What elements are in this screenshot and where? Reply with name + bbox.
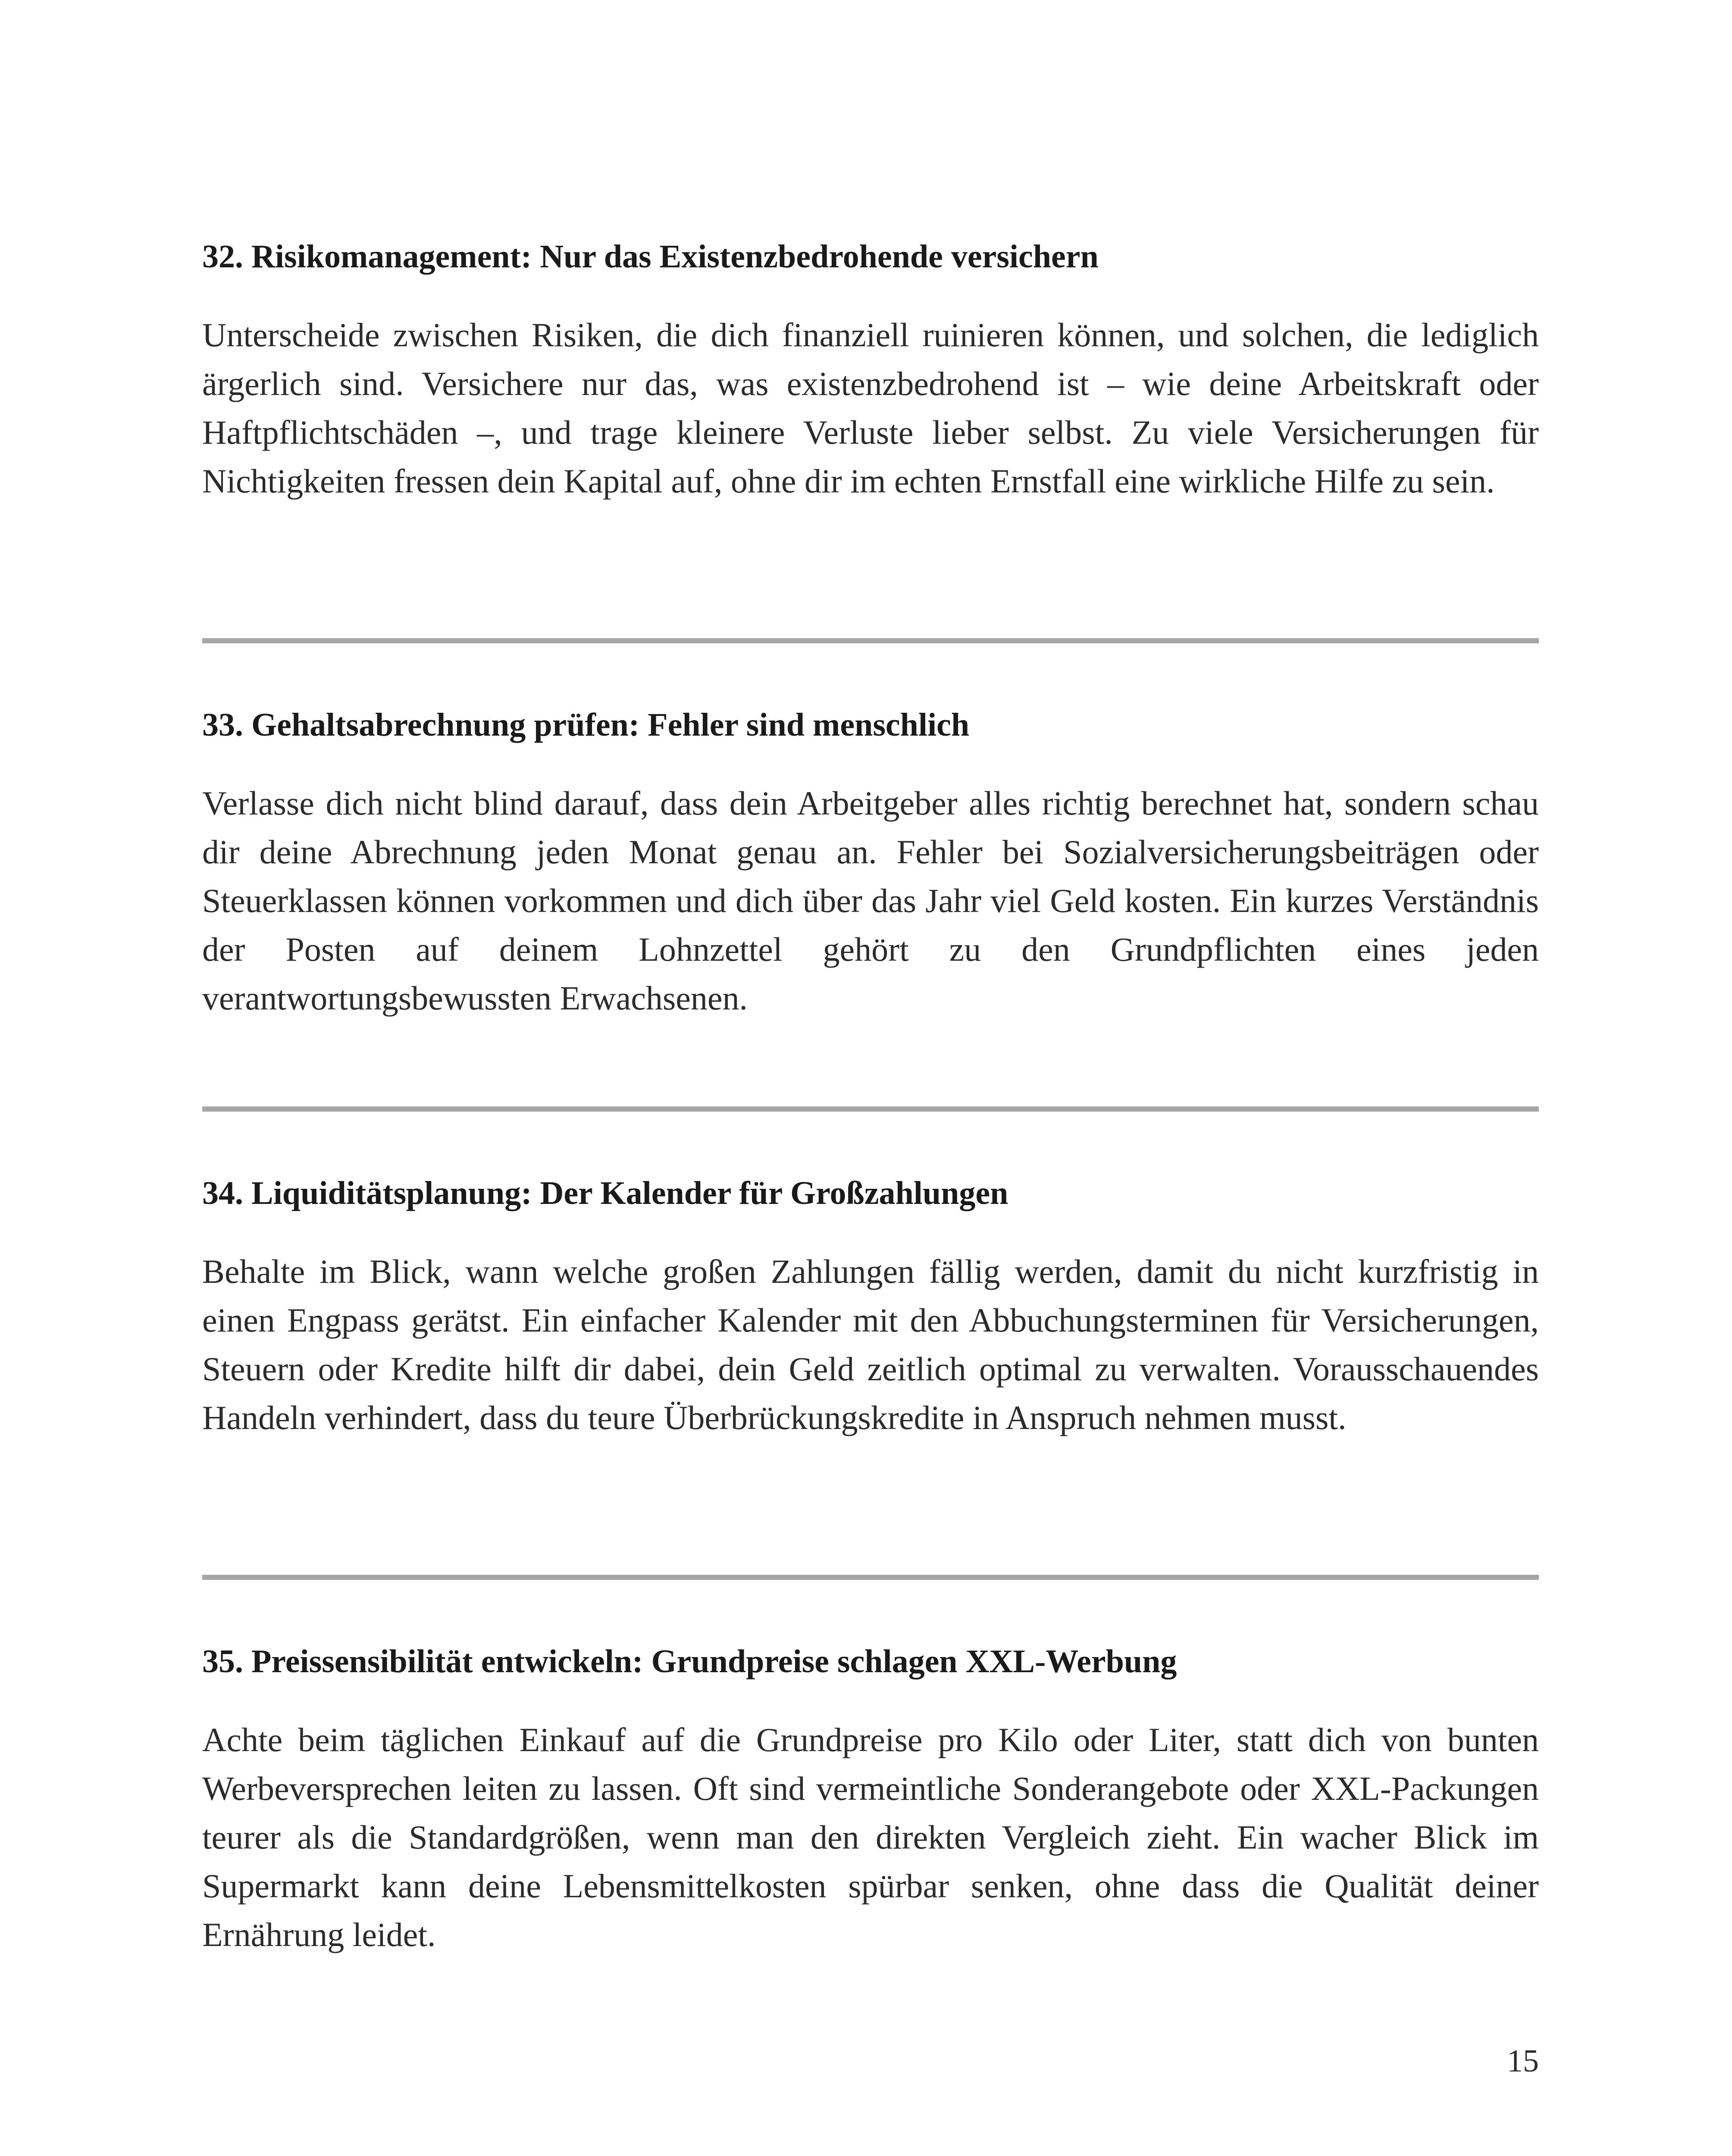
section-divider [202,1575,1539,1580]
section-33 [202,693,1539,1022]
section-body: Verlasse dich nicht blind darauf, dass dein Arbeitgeber alles richtig berechnet hat, sondern schau dir deine Abrechnung jeden Monat genau an. Fehler bei Sozialversicherungsbeiträgen oder Steuerklassen können vorkommen und dich über das Jahr viel Geld kosten. Ein kurzes Verständnis der Posten auf deinem Lohnzettel gehört zu den Grundpflichten eines jeden verantwortungsbewussten Erwachsenen. [202,784,1539,1017]
section-body: Unterscheide zwischen Risiken, die dich finanziell ruinieren können, und solchen, die lediglich ärgerlich sind. Versichere nur das, was existenzbedrohend ist – wie deine Arbeitskraft oder Haftpflichtschäden –, und trage kleinere Verluste lieber selbst. Zu viele Versicherungen für Nichtigkeiten fressen dein Kapital auf, ohne dir im echten Ernstfall eine wirkliche Hilfe zu sein. [202,316,1539,500]
section-divider [202,1106,1539,1112]
section-heading: 35. Preissensibilität entwickeln: Grundpreise schlagen XXL-Werbung [202,1643,1177,1680]
document-page [202,0,1539,2156]
page-number: 15 [1507,2043,1539,2079]
section-heading: 33. Gehaltsabrechnung prüfen: Fehler sind menschlich [202,707,970,743]
section-32 [202,224,1539,505]
section-divider [202,638,1539,643]
section-body: Behalte im Blick, wann welche großen Zahlungen fällig werden, damit du nicht kurzfristig in einen Engpass gerätst. Ein einfacher Kalender mit den Abbuchungsterminen für Versicherungen, Steuern oder Kredite hilft dir dabei, dein Geld zeitlich optimal zu verwalten. Vorausschauendes Handeln verhindert, dass du teure Überbrückungskredite in Anspruch nehmen musst. [202,1253,1539,1436]
section-body: Achte beim täglichen Einkauf auf die Grundpreise pro Kilo oder Liter, statt dich von bunten Werbeversprechen leiten zu lassen. Oft sind vermeintliche Sonderangebote oder XXL-Packungen teurer als die Standardgrößen, wenn man den direkten Vergleich zieht. Ein wacher Blick im Supermarkt kann deine Lebensmittelkosten spürbar senken, ohne dass die Qualität deiner Ernährung leidet. [202,1721,1539,1953]
section-35 [202,1629,1539,1959]
section-34 [202,1161,1539,1442]
section-heading: 34. Liquiditätsplanung: Der Kalender für Großzahlungen [202,1175,1009,1211]
section-heading: 32. Risikomanagement: Nur das Existenzbedrohende versichern [202,238,1099,275]
